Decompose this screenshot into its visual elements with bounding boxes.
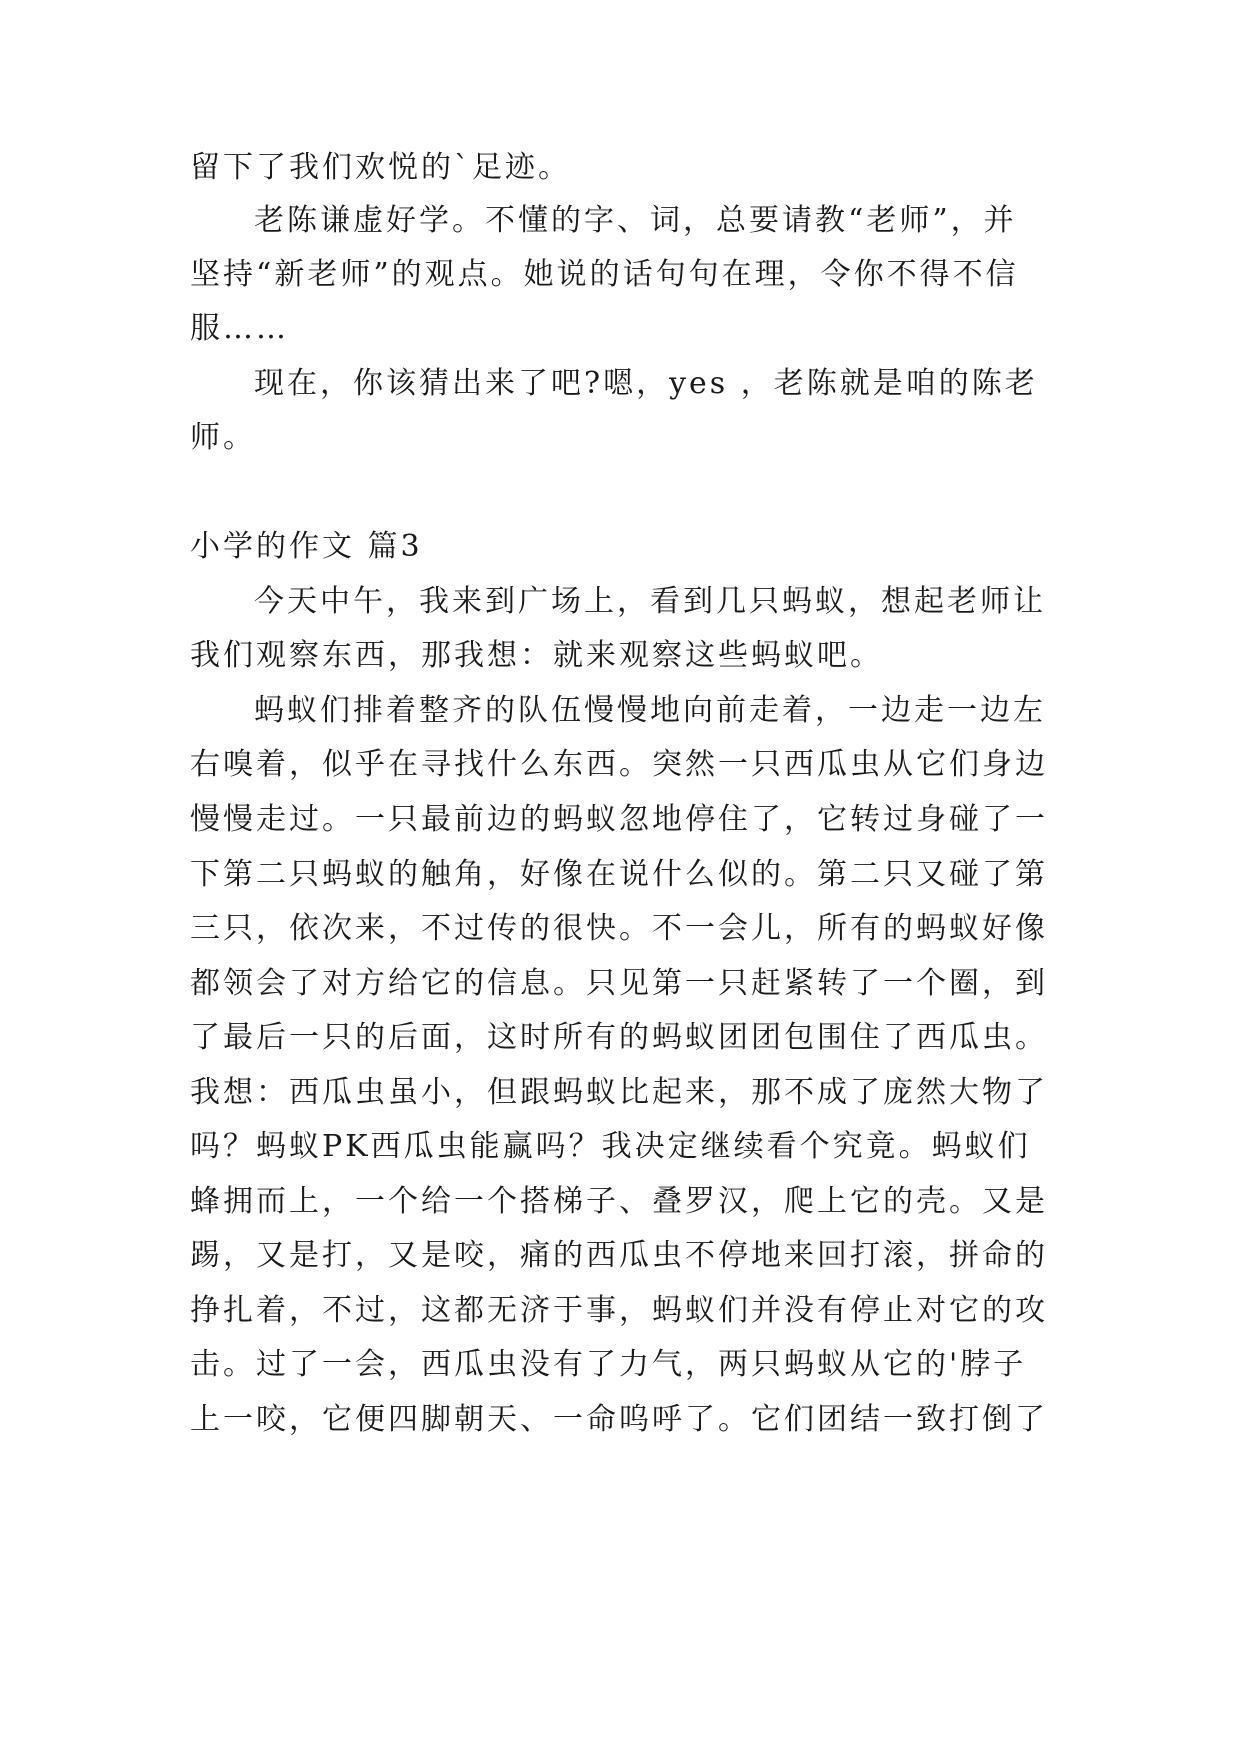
paragraph-line: 慢慢走过。一只最前边的蚂蚁忽地停住了，它转过身碰了一 — [190, 802, 1048, 837]
paragraph-line: 下第二只蚂蚁的触角，好像在说什么似的。第二只又碰了第 — [190, 857, 1048, 892]
paragraph-line: 挣扎着，不过，这都无济于事，蚂蚁们并没有停止对它的攻 — [190, 1293, 1048, 1328]
paragraph-line: 我们观察东西，那我想：就来观察这些蚂蚁吧。 — [190, 638, 883, 673]
paragraph-line: 都领会了对方给它的信息。只见第一只赶紧转了一个圈，到 — [190, 966, 1048, 1001]
paragraph-line: 蚂蚁们排着整齐的队伍慢慢地向前走着，一边走一边左 — [254, 693, 1046, 728]
paragraph-line: 击。过了一会，西瓜虫没有了力气，两只蚂蚁从它的'脖子 — [190, 1347, 1027, 1382]
paragraph-line: 了最后一只的后面，这时所有的蚂蚁团团包围住了西瓜虫。 — [190, 1020, 1048, 1055]
paragraph-line: 坚持“新老师”的观点。她说的话句句在理，令你不得不信 — [190, 257, 1019, 292]
paragraph-line: 今天中午，我来到广场上，看到几只蚂蚁，想起老师让 — [254, 584, 1046, 619]
paragraph-line: 踢，又是打，又是咬，痛的西瓜虫不停地来回打滚，拼命的 — [190, 1238, 1048, 1273]
paragraph-line: 现在，你该猜出来了吧?嗯，yes ，老陈就是咱的陈老 — [254, 366, 1038, 401]
paragraph-line: 服…… — [190, 311, 289, 346]
paragraph-line: 师。 — [190, 420, 256, 455]
paragraph-line: 上一咬，它便四脚朝天、一命呜呼了。它们团结一致打倒了 — [190, 1402, 1048, 1437]
paragraph-line: 我想：西瓜虫虽小，但跟蚂蚁比起来，那不成了庞然大物了 — [190, 1075, 1048, 1110]
paragraph-line: 留下了我们欢悦的`足迹。 — [190, 150, 571, 185]
paragraph-line: 吗？蚂蚁PK西瓜虫能赢吗？我决定继续看个究竟。蚂蚁们 — [190, 1129, 1031, 1164]
paragraph-line: 老陈谦虚好学。不懂的字、词，总要请教“老师”，并 — [254, 203, 1017, 238]
paragraph-line: 右嗅着，似乎在寻找什么东西。突然一只西瓜虫从它们身边 — [190, 747, 1048, 782]
paragraph-line: 三只，依次来，不过传的很快。不一会儿，所有的蚂蚁好像 — [190, 911, 1048, 946]
section-heading: 小学的作文 篇3 — [190, 529, 423, 564]
paragraph-line: 蜂拥而上，一个给一个搭梯子、叠罗汉，爬上它的壳。又是 — [190, 1184, 1048, 1219]
